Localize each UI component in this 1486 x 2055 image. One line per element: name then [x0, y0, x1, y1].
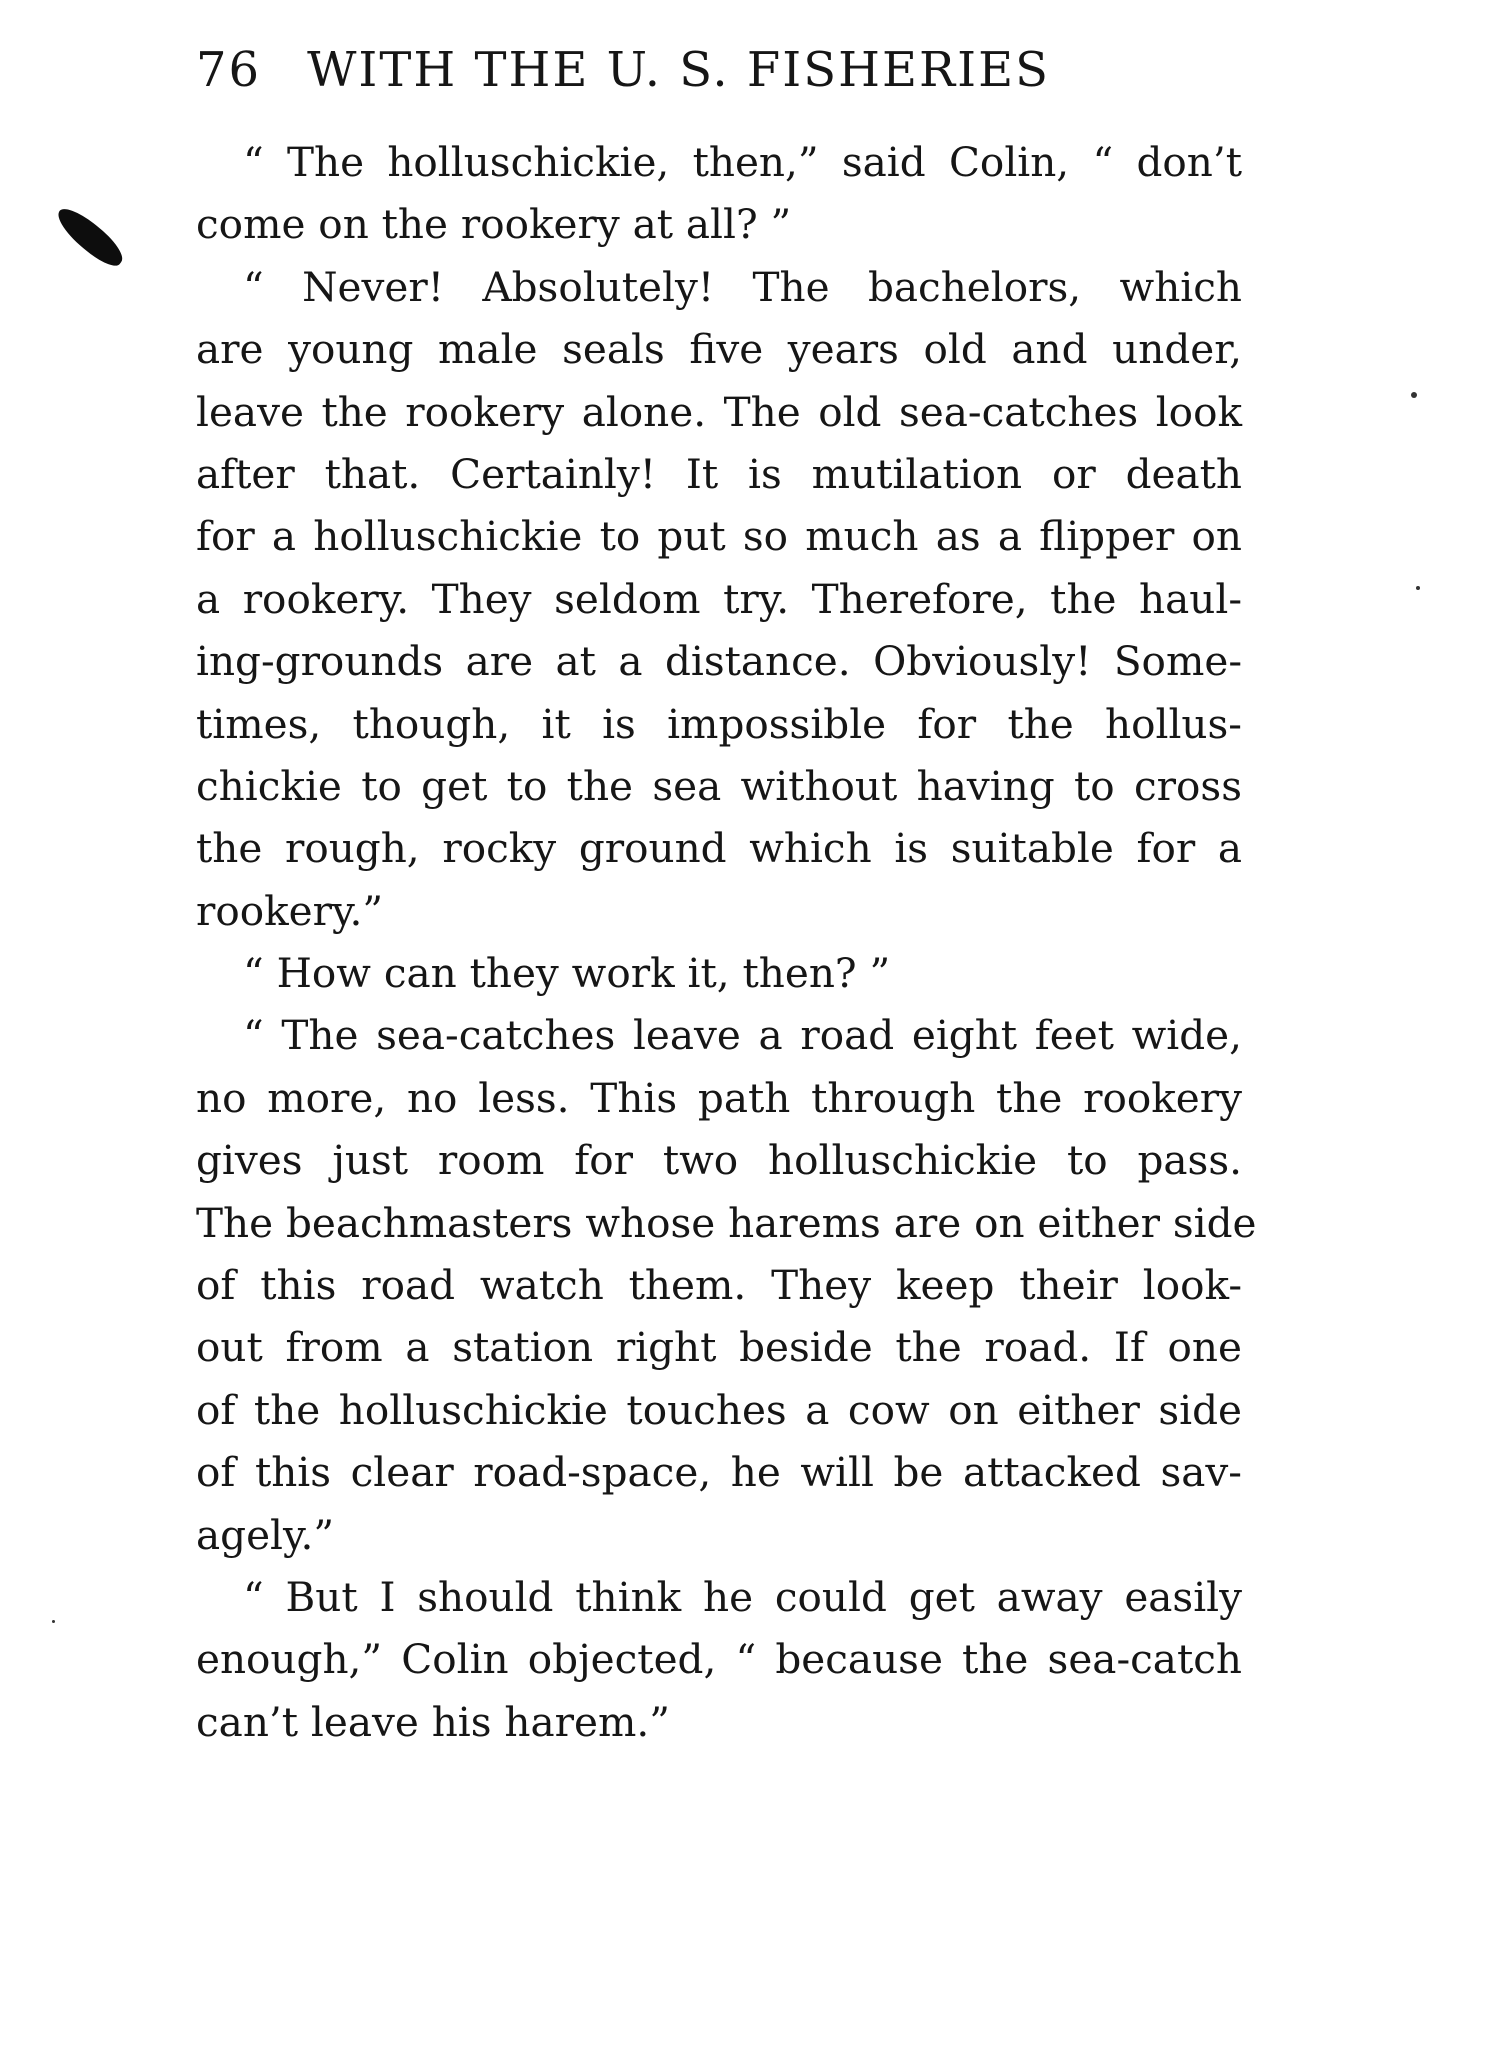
text-line: the rough, rocky ground which is suitable for a [196, 824, 1242, 873]
text-line: “ Never! Absolutely! The bachelors, which [243, 262, 1242, 311]
page-number: 76 [196, 42, 262, 98]
text-line: out from a station right beside the road. If one [196, 1323, 1242, 1372]
text-line: chickie to get to the sea without having to cross [196, 761, 1242, 810]
speck-mark [1411, 392, 1417, 398]
paragraph-2 [196, 256, 1242, 942]
text-line: are young male seals five years old and under, [196, 325, 1242, 374]
text-line: ing-grounds are at a distance. Obviously! Some- [196, 637, 1242, 686]
text-line: after that. Certainly! It is mutilation or death [196, 449, 1242, 498]
text-line: times, though, it is impossible for the hollus- [196, 699, 1242, 748]
text-line: The beachmasters whose harems are on either side [196, 1198, 1257, 1247]
text-line: gives just room for two holluschickie to pass. [196, 1136, 1242, 1185]
body-text [196, 131, 1257, 1753]
paragraph-5 [196, 1566, 1242, 1753]
text-line: for a holluschickie to put so much as a flipper on [196, 512, 1242, 561]
running-head [196, 34, 1296, 106]
running-title: WITH THE U. S. FISHERIES [307, 42, 1050, 98]
text-line: of this clear road-space, he will be attacked sav- [196, 1448, 1242, 1497]
text-line: agely.” [196, 1510, 335, 1559]
text-line: “ How can they work it, then? ” [243, 949, 891, 998]
text-line: rookery.” [196, 886, 384, 935]
text-line: leave the rookery alone. The old sea-catches look [196, 387, 1242, 436]
text-line: enough,” Colin objected, “ because the sea-catch [196, 1635, 1242, 1684]
text-line: “ The sea-catches leave a road eight feet wide, [243, 1011, 1242, 1060]
text-line: a rookery. They seldom try. Therefore, the haul- [196, 574, 1242, 623]
text-line: “ The holluschickie, then,” said Colin, “ don’t [243, 138, 1242, 186]
ink-blot-mark [50, 202, 129, 272]
text-line: of the holluschickie touches a cow on either side [196, 1385, 1242, 1434]
speck-mark [52, 1620, 55, 1623]
text-line: “ But I should think he could get away easily [243, 1572, 1242, 1621]
text-line: come on the rookery at all? ” [196, 200, 792, 249]
paragraph-1 [196, 131, 1242, 256]
text-line: can’t leave his harem.” [196, 1697, 670, 1746]
text-line: of this road watch them. They keep their look- [196, 1261, 1242, 1310]
text-line: no more, no less. This path through the rookery [196, 1073, 1242, 1122]
paragraph-3 [196, 942, 1242, 1004]
paragraph-4 [196, 1004, 1257, 1566]
speck-mark [1416, 586, 1420, 590]
